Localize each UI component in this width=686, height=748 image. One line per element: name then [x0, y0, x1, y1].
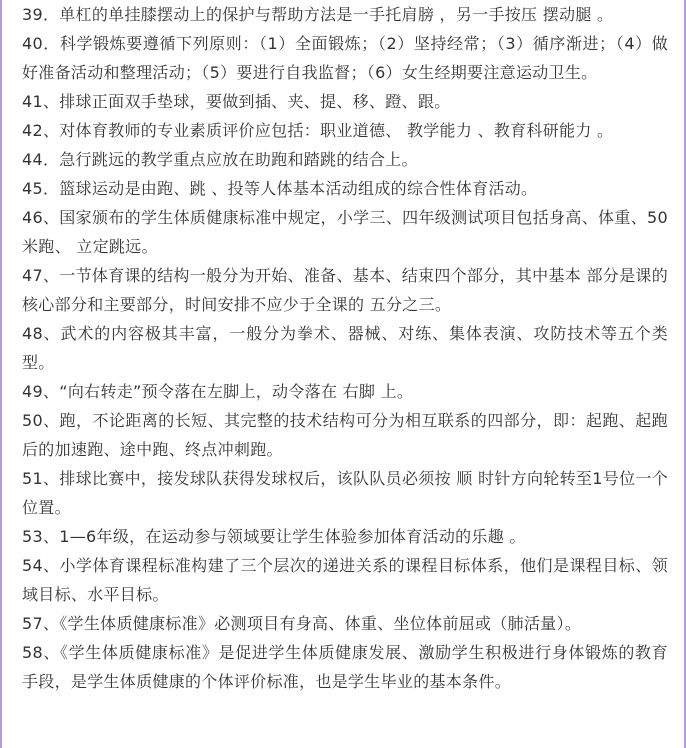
list-item: 46、国家颁布的学生体质健康标准中规定，小学三、四年级测试项目包括身高、体重、50米跑、 立定跳远。	[22, 208, 668, 256]
list-item: 49、“向右转走”预令落在左脚上，动令落在 右脚 上。	[22, 382, 414, 401]
list-item: 42、对体育教师的专业素质评价应包括：职业道德、 教学能力 、教育科研能力 。	[22, 121, 614, 140]
list-item: 47、一节体育课的结构一般分为开始、准备、基本、结束四个部分，其中基本 部分是课的核心部分和主要部分，时间安排不应少于全课的 五分之三。	[22, 266, 668, 314]
list-item: 51、排球比赛中，接发球队获得发球权后，该队队员必须按 顺 时针方向轮转至1号位一个位置。	[22, 469, 668, 517]
list-item: 45．篮球运动是由跑、跳 、投等人体基本活动组成的综合性体育活动。	[22, 179, 538, 198]
list-item: 41、排球正面双手垫球，要做到插、夹、提、移、蹬、跟。	[22, 92, 451, 111]
list-item: 54、小学体育课程标准构建了三个层次的递进关系的课程目标体系，他们是课程目标、领域目标、水平目标。	[22, 556, 668, 604]
list-item: 50、跑，不论距离的长短、其完整的技术结构可分为相互联系的四部分，即：起跑、起跑后的加速跑、途中跑、终点冲刺跑。	[22, 411, 668, 459]
list-item: 48、武术的内容极其丰富，一般分为拳术、器械、对练、集体表演、攻防技术等五个类型。	[22, 324, 668, 372]
list-item: 57、《学生体质健康标准》必测项目有身高、体重、坐位体前屈或（肺活量）。	[22, 614, 582, 633]
question-list	[22, 0, 668, 696]
list-item: 39．单杠的单挂膝摆动上的保护与帮助方法是一手托肩膀 ，另一手按压 摆动腿 。	[22, 5, 614, 24]
list-item: 53、1—6年级，在运动参与领域要让学生体验参加体育活动的乐趣 。	[22, 527, 526, 546]
list-item: 58、《学生体质健康标准》是促进学生体质健康发展、激励学生积极进行身体锻炼的教育手段，是学生体质健康的个体评价标准，也是学生毕业的基本条件。	[22, 643, 668, 691]
list-item: 40．科学锻炼要遵循下列原则：（1）全面锻炼；（2）坚持经常；（3）循序渐进；（4）做好准备活动和整理活动；（5）要进行自我监督；（6）女生经期要注意运动卫生。	[22, 34, 668, 82]
list-item: 44．急行跳远的教学重点应放在助跑和踏跳的结合上。	[22, 150, 418, 169]
